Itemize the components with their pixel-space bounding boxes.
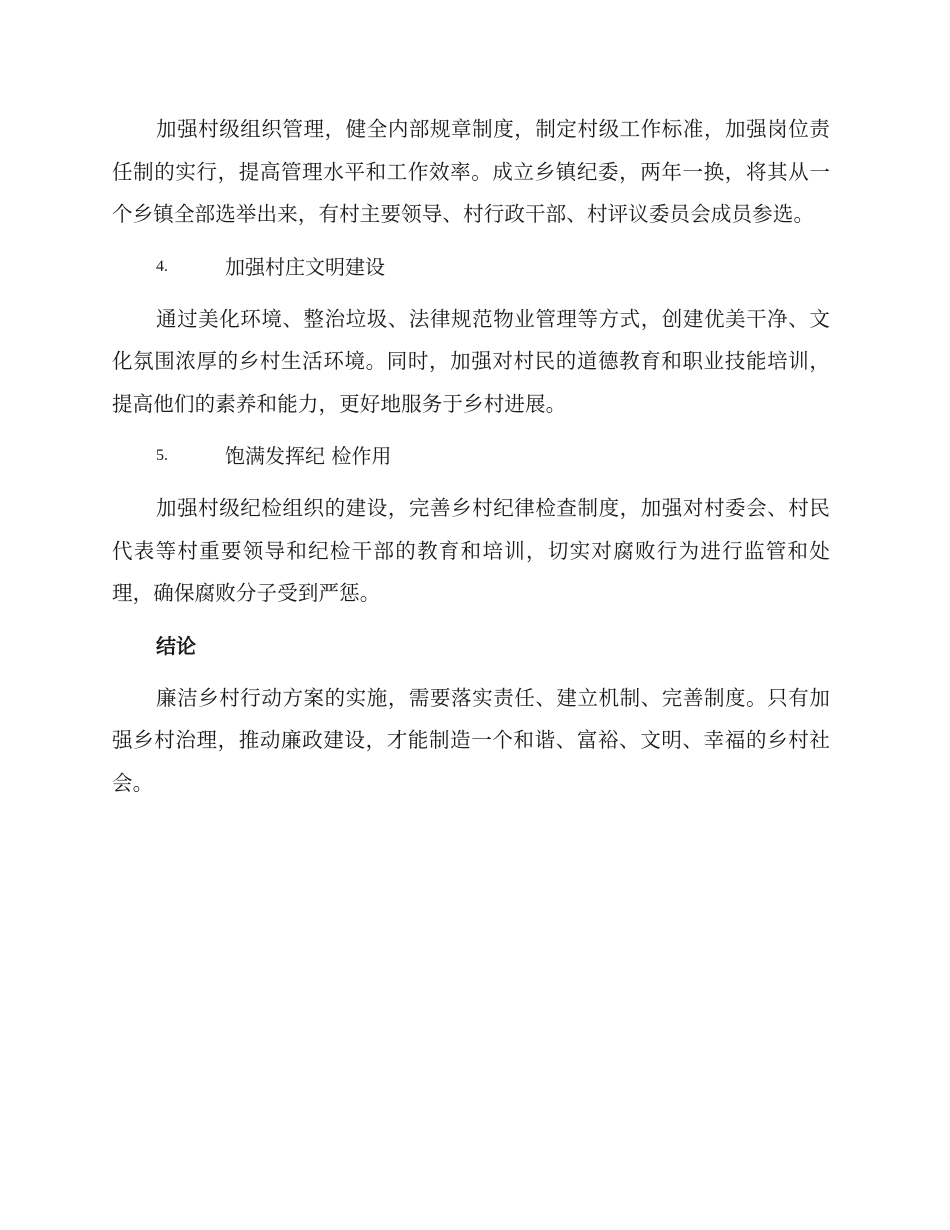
paragraph-discipline-inspection: 加强村级纪检组织的建设，完善乡村纪律检查制度，加强对村委会、村民代表等村重要领导和纪检干部的教育和培训，切实对腐败行为进行监管和处理，确保腐败分子受到严惩。 (112, 496, 830, 605)
list-item-title: 饱满发挥纪 检作用 (225, 444, 392, 468)
list-item-title: 加强村庄文明建设 (225, 254, 385, 279)
list-item-number: 5. (156, 447, 168, 464)
list-item-5 (112, 435, 830, 477)
paragraph-conclusion: 廉洁乡村行动方案的实施，需要落实责任、建立机制、完善制度。只有加强乡村治理，推动廉政建设，才能制造一个和谐、富裕、文明、幸福的乡村社会。 (112, 685, 830, 795)
list-item-number: 4. (156, 257, 168, 275)
conclusion-heading: 结论 (156, 633, 196, 658)
paragraph-village-organization: 加强村级组织管理，健全内部规章制度，制定村级工作标准，加强岗位责任制的实行，提高管理水平和工作效率。成立乡镇纪委，两年一换，将其从一个乡镇全部选举出来，有村主要领导、村行政干部、村评议委员会成员参选。 (112, 117, 830, 226)
list-item-4 (112, 246, 830, 288)
paragraph-civilization-building: 通过美化环境、整治垃圾、法律规范物业管理等方式，创建优美干净、文化氛围浓厚的乡村生活环境。同时，加强对村民的道德教育和职业技能培训，提高他们的素养和能力，更好地服务于乡村进展。 (112, 306, 830, 416)
document-body (112, 108, 830, 804)
